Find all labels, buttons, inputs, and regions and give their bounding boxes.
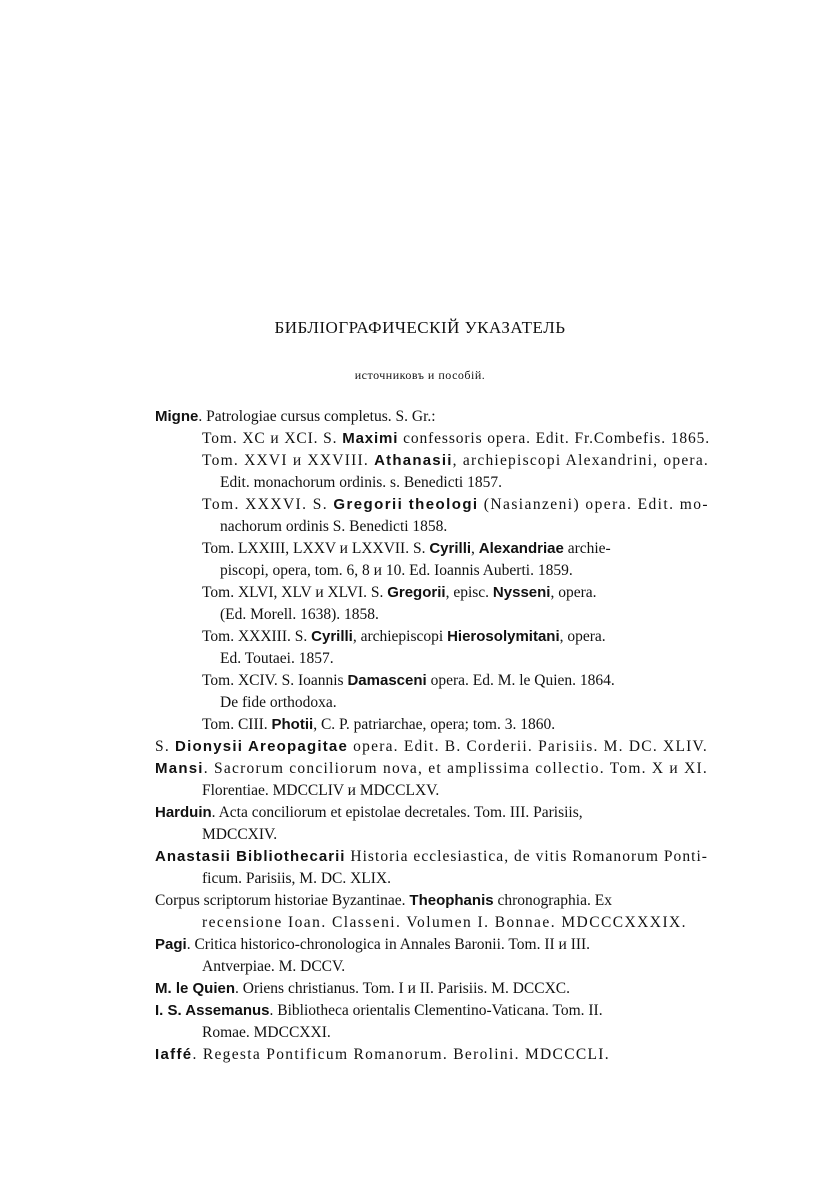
author-name: Iaffé [155, 1046, 193, 1063]
citation-text: , archiepiscopi Alexandrini, opera. [452, 452, 710, 469]
citation-text: . Bibliotheca orientalis Clementino-Vaticana. Tom. II. [269, 1002, 603, 1019]
citation-text: Romae. MDCCXXI. [202, 1024, 331, 1041]
bibliography-line [202, 626, 606, 648]
citation-text: Tom. CIII. [202, 716, 272, 733]
citation-text: recensione Ioan. Classeni. Volumen I. Bonnae. MDCCCXXXIX. [202, 914, 687, 931]
citation-text: , opera. [550, 584, 597, 601]
author-name: Cyrilli [311, 628, 353, 645]
bibliography-line [202, 714, 555, 736]
bibliography-line [202, 824, 277, 846]
citation-text: (Ed. Morell. 1638). 1858. [220, 606, 379, 623]
bibliography-line [202, 494, 709, 516]
bibliography-line [202, 912, 687, 934]
page-subtitle: источниковъ и пособій. [354, 368, 486, 382]
citation-text: (Nasianzeni) opera. Edit. mo- [478, 496, 709, 513]
author-name: M. le Quien [155, 980, 236, 997]
author-name: Anastasii Bibliothecarii [155, 848, 346, 865]
bibliography-line [155, 978, 570, 1000]
citation-text: . Sacrorum conciliorum nova, et amplissima collectio. Tom. X и XI. [203, 760, 709, 777]
bibliography-line [202, 450, 709, 472]
citation-text: , [471, 540, 479, 557]
bibliography-line [202, 868, 391, 890]
author-name: Hierosolymitani [447, 628, 560, 645]
author-name: Theophanis [409, 892, 494, 909]
author-name: Gregorii [387, 584, 446, 601]
bibliography-line [202, 582, 597, 604]
bibliography-line [155, 1044, 610, 1066]
author-name: Athanasii [374, 452, 453, 469]
citation-text: . Acta conciliorum et epistolae decretales. Tom. III. Parisiis, [211, 804, 583, 821]
citation-text: , opera. [559, 628, 606, 645]
citation-text: ficum. Parisiis, M. DC. XLIX. [202, 870, 392, 887]
citation-text: De fide orthodoxa. [220, 694, 337, 711]
author-name: Nysseni [492, 584, 551, 601]
author-name: Damasceni [347, 672, 427, 689]
author-name: Harduin [155, 804, 212, 821]
bibliography-line [220, 516, 447, 538]
bibliography-line [220, 692, 337, 714]
bibliography-line [202, 780, 439, 802]
author-name: Photii [271, 716, 314, 733]
citation-text: archie- [563, 540, 611, 557]
bibliography-line [155, 846, 708, 868]
author-name: Maximi [342, 430, 399, 447]
citation-text: S. [155, 738, 176, 755]
bibliography-line [220, 648, 334, 670]
citation-text: . Patrologiae cursus completus. S. Gr.: [198, 408, 436, 425]
citation-text: nachorum ordinis S. Benedicti 1858. [220, 518, 448, 535]
bibliography-line [155, 736, 708, 758]
author-name: Gregorii theologi [333, 496, 479, 513]
citation-text: Tom. XXXVI. S. [202, 496, 334, 513]
bibliography-line [202, 956, 345, 978]
citation-text: opera. Edit. B. Corderii. Parisiis. M. DC. XLIV. [348, 738, 709, 755]
citation-text: . Oriens christianus. Tom. I и II. Parisiis. M. DCCXC. [235, 980, 571, 997]
bibliography-line [155, 1000, 603, 1022]
bibliography-line [155, 890, 612, 912]
page-title: БИБЛІОГРАФИЧЕСКІЙ УКАЗАТЕЛЬ [274, 318, 566, 337]
bibliography-line [155, 758, 708, 780]
citation-text: piscopi, opera, tom. 6, 8 и 10. Ed. Ioannis Auberti. 1859. [220, 562, 573, 579]
bibliography-line [202, 428, 710, 450]
author-name: Alexandriae [478, 540, 564, 557]
bibliography-line [202, 670, 615, 692]
bibliography-line [220, 604, 379, 626]
citation-text: Corpus scriptorum historiae Byzantinae. [155, 892, 410, 909]
bibliography-line [202, 538, 611, 560]
citation-text: Tom. XC и XCI. S. [202, 430, 343, 447]
citation-text: Florentiae. MDCCLIV и MDCCLXV. [202, 782, 440, 799]
citation-text: Antverpiae. M. DCCV. [202, 958, 346, 975]
citation-text: opera. Ed. M. le Quien. 1864. [426, 672, 615, 689]
citation-text: Tom. XLVI, XLV и XLVI. S. [202, 584, 388, 601]
author-name: Migne [155, 408, 199, 425]
citation-text: chronographia. Ex [493, 892, 612, 909]
bibliography-line [220, 472, 502, 494]
citation-text: Ed. Toutaei. 1857. [220, 650, 334, 667]
citation-text: Historia ecclesiastica, de vitis Romanorum Ponti- [345, 848, 708, 865]
citation-text: Tom. XCIV. S. Ioannis [202, 672, 348, 689]
author-name: Mansi [155, 760, 204, 777]
author-name: I. S. Assemanus [155, 1002, 270, 1019]
citation-text: . Regesta Pontificum Romanorum. Berolini. MDCCCLI. [192, 1046, 610, 1063]
author-name: Pagi [155, 936, 187, 953]
bibliography-line [155, 406, 436, 428]
bibliography-line [220, 560, 573, 582]
citation-text: , episc. [445, 584, 493, 601]
citation-text: Tom. XXXIII. S. [202, 628, 312, 645]
bibliography-line [202, 1022, 331, 1044]
citation-text: Tom. XXVI и XXVIII. [202, 452, 375, 469]
citation-text: . Critica historico-chronologica in Annales Baronii. Tom. II и III. [186, 936, 591, 953]
author-name: Dionysii Areopagitae [175, 738, 349, 755]
citation-text: MDCCXIV. [202, 826, 278, 843]
citation-text: Tom. LXXIII, LXXV и LXXVII. S. [202, 540, 430, 557]
citation-text: Edit. monachorum ordinis. s. Benedicti 1857. [220, 474, 502, 491]
bibliography-line [155, 934, 590, 956]
author-name: Cyrilli [429, 540, 472, 557]
citation-text: , C. P. patriarchae, opera; tom. 3. 1860. [313, 716, 556, 733]
citation-text: confessoris opera. Edit. Fr.Combefis. 1865. [398, 430, 710, 447]
bibliography-line [155, 802, 583, 824]
citation-text: , archiepiscopi [352, 628, 448, 645]
